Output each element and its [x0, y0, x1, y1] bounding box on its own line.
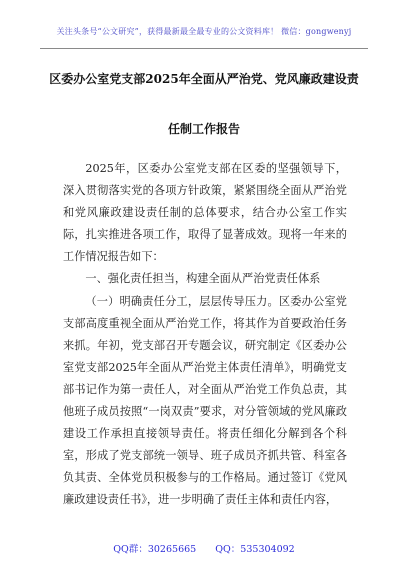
header-banner: 关注头条号“公文研究”，获得最新最全最专业的公文资料库！ 微信：gongwenyj	[56, 27, 352, 36]
header-divider	[40, 48, 368, 49]
section-heading: 一、强化责任担当，构建全面从严治党责任体系	[85, 272, 321, 286]
document-title-line-2: 任制工作报告	[167, 122, 240, 136]
body-paragraph: （一）明确责任分工，层层传导压力。区委办公室党支部高度重视全面从严治党工作，将其作为首要政治任务来抓。年初，党支部召开专题会议，研究制定《区委办公室党支部2025年全面从严治党主体责任清单》，明确党支部书记作为第一责任人，对全面从严治党工作负总责，其他班子成员按照“一岗双责”要求，对分管领域的党风廉政建设工作承担直接领导责任。将责任细化分解到各个科室，形成了党支部统一领导、班子成员齐抓共管、科室各负其责、全体党员积极参与的工作格局。通过签订《党风廉政建设责任书》，进一步明确了责任主体和责任内容，	[63, 294, 347, 507]
footer-qq: QQ：535304092	[215, 544, 295, 555]
footer-contact	[0, 541, 408, 555]
document-title-line-1: 区委办公室党支部2025年全面从严治党、党风廉政建设责	[49, 72, 359, 86]
footer-qq-group: QQ群：30265665	[113, 544, 197, 555]
intro-paragraph: 2025年，区委办公室党支部在区委的坚强领导下，深入贯彻落实党的各项方针政策，紧紧围绕全面从严治党和党风廉政建设责任制的总体要求，结合办公室工作实际，扎实推进各项工作，取得了显著成效。现将一年来的工作情况报告如下：	[63, 162, 347, 264]
document-body	[63, 158, 347, 512]
